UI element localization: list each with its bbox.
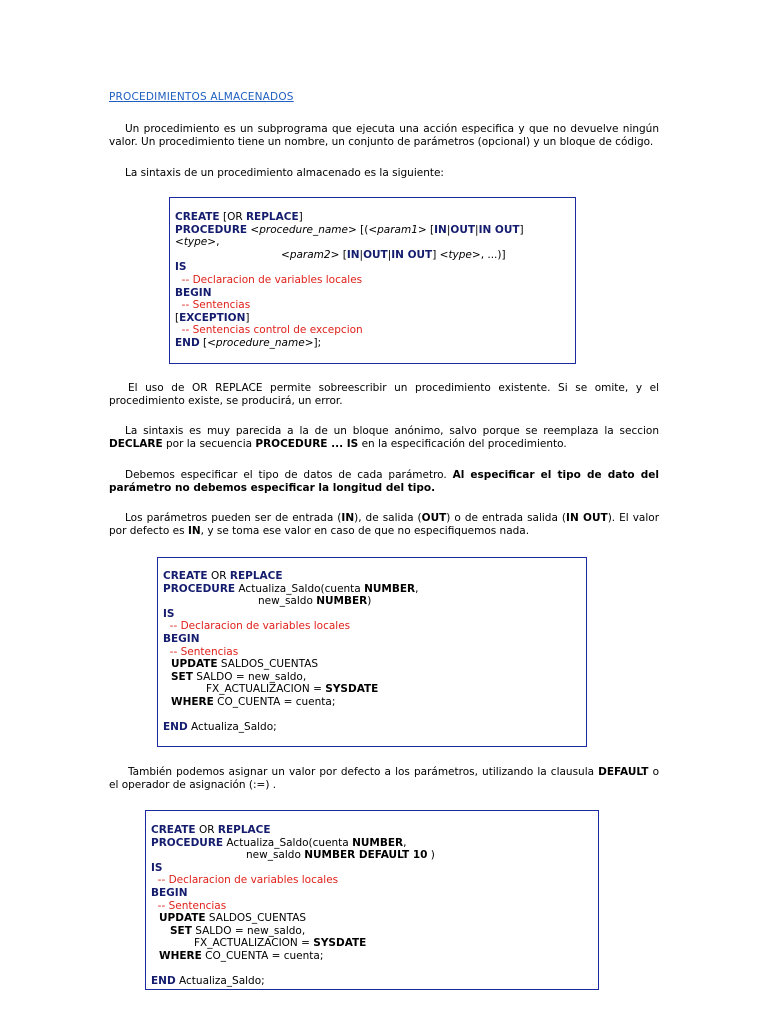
code-keyword: WHERE: [159, 949, 202, 962]
code-text: <: [247, 223, 260, 236]
intro-paragraph: [109, 123, 659, 149]
code-keyword: UPDATE: [159, 912, 206, 925]
text-bold: PROCEDURE ... IS: [255, 438, 359, 450]
code-keyword: SYSDATE: [313, 937, 367, 950]
code-keyword: CREATE: [151, 824, 196, 836]
example-code-block: [157, 557, 587, 747]
code-keyword: PROCEDURE: [175, 223, 248, 236]
code-text: Actualiza_Saldo(cuenta: [223, 836, 353, 849]
text-run: en la especificación del procedimiento.: [358, 438, 567, 450]
datatype-paragraph: [109, 469, 659, 495]
code-keyword: PROCEDURE: [163, 582, 236, 595]
code-keyword: SYSDATE: [325, 683, 379, 696]
code-text: [: [175, 311, 180, 324]
code-blank-line: [151, 963, 435, 976]
text-run: ). El valor por defecto es: [109, 512, 660, 537]
code-line: [151, 925, 435, 938]
code-keyword: IS: [163, 607, 175, 620]
code-text: FX_ACTUALIZACION =: [194, 937, 314, 950]
code-text: SALDO = new_saldo,: [191, 924, 306, 937]
code-blank-line: [163, 709, 418, 722]
code-text: SALDOS_CUENTAS: [217, 658, 319, 671]
text-bold: IN OUT: [566, 512, 608, 524]
code-text: >,: [207, 236, 220, 249]
code-keyword: CREATE: [163, 570, 208, 582]
text-bold: DEFAULT: [598, 766, 649, 778]
code-line: [163, 696, 418, 709]
code-text: |: [446, 223, 451, 236]
text-bold: Al especificar el tipo de dato del parámetro no debemos especificar la longitud del tipo.: [109, 469, 660, 494]
code-text: <: [281, 248, 290, 261]
code-keyword: CREATE: [175, 211, 220, 223]
syntax-intro-paragraph: [109, 167, 659, 180]
code-placeholder: procedure_name: [215, 336, 305, 349]
or-replace-text: El uso de OR REPLACE permite sobreescribir un procedimiento existente. Si se omite, y el procedimiento existe, se producirá, un error.: [109, 382, 659, 407]
code-text: Actualiza_Saldo;: [187, 721, 277, 734]
code-text: ]: [245, 311, 250, 324]
code-line: [163, 658, 418, 671]
code-text: [: [219, 211, 228, 223]
params-paragraph: [109, 512, 659, 538]
code-keyword: BEGIN: [175, 286, 212, 299]
code-text: OR: [227, 211, 243, 223]
code-text: |: [475, 223, 479, 236]
text-run: por la secuencia: [162, 438, 256, 450]
code-line: [151, 912, 435, 925]
code-keyword: IS: [175, 261, 187, 274]
code-text: > [: [330, 248, 347, 261]
default-text: [109, 766, 659, 792]
code-line: [163, 671, 418, 684]
code-type: NUMBER: [364, 582, 416, 595]
code-text: SALDOS_CUENTAS: [205, 912, 307, 925]
code-keyword: OUT: [450, 223, 476, 236]
intro-text: Un procedimiento es un subprograma que ejecuta una acción especifica y que no devuelve ningún valor. Un procedimiento tiene un nombre, un conjunto de parámetros (opcional) y un bloque de código.: [109, 123, 659, 148]
code-keyword: END: [151, 975, 176, 988]
code-text: ] <: [432, 248, 449, 261]
text-run: Los parámetros pueden ser de entrada (: [125, 512, 342, 524]
code-type: NUMBER: [316, 595, 368, 608]
code-keyword: REPLACE: [229, 570, 283, 582]
default-code-block: [145, 810, 599, 990]
text-run: ), de salida (: [354, 512, 422, 524]
code-text: new_saldo: [246, 849, 305, 862]
code-text: [<: [199, 336, 216, 349]
params-text: [109, 512, 659, 538]
text-run: , y se toma ese valor en caso de que no especifiquemos nada.: [200, 525, 530, 537]
code-placeholder: param2: [289, 248, 331, 261]
code-placeholder: procedure_name: [259, 223, 348, 236]
code-keyword: UPDATE: [171, 658, 218, 671]
code-text: |: [359, 248, 364, 261]
code-keyword: END: [163, 721, 188, 734]
code-comment: -- Sentencias control de excepcion: [175, 324, 363, 337]
syntax-intro-text: La sintaxis de un procedimiento almacenado es la siguiente:: [125, 167, 444, 179]
code-keyword: SET: [170, 924, 192, 937]
text-run: La sintaxis es muy parecida a la de un bloque anónimo, salvo porque se reemplaza la seccion: [125, 425, 659, 437]
code-text: > [(<: [348, 223, 378, 236]
text-bold: OUT: [421, 512, 447, 524]
text-run: Debemos especificar el tipo de datos de cada parámetro.: [125, 469, 453, 481]
code-text: ]: [519, 223, 524, 236]
code-line: [175, 337, 524, 350]
code-line: [151, 975, 435, 988]
text-run: o el operador de asignación (:=) .: [109, 766, 659, 791]
code-keyword: REPLACE: [217, 824, 271, 836]
code-keyword: BEGIN: [163, 632, 200, 645]
code-text: CO_CUENTA = cuenta;: [213, 695, 336, 708]
code-text: <: [175, 236, 184, 249]
declare-paragraph: [109, 425, 659, 451]
code-line: [151, 849, 435, 862]
code-keyword: OUT: [363, 248, 388, 261]
code-text: new_saldo: [258, 595, 317, 608]
code-line: [163, 721, 418, 734]
code-keyword: END: [175, 336, 200, 349]
code-type: NUMBER: [352, 836, 404, 849]
code-comment: -- Sentencias: [163, 645, 239, 658]
code-keyword: EXCEPTION: [179, 311, 246, 324]
code-line: [151, 837, 435, 850]
code-text: FX_ACTUALIZACION =: [206, 683, 326, 696]
code-text: OR: [195, 824, 218, 836]
code-keyword: IN OUT: [478, 223, 520, 236]
code-line: [151, 824, 435, 837]
code-line: [151, 937, 435, 950]
code-line: [163, 683, 418, 696]
code-keyword: BEGIN: [151, 886, 188, 899]
code-text: > [: [417, 223, 435, 236]
code-text: ,: [403, 836, 407, 849]
code-text: ): [427, 849, 435, 862]
code-text: CO_CUENTA = cuenta;: [201, 949, 324, 962]
code-text: ,: [415, 582, 419, 595]
code-text: >];: [304, 336, 322, 349]
code-type: NUMBER DEFAULT 10: [304, 849, 428, 862]
code-text: ): [367, 595, 372, 608]
code-line: [175, 249, 524, 262]
code-line: [151, 950, 435, 963]
code-keyword: PROCEDURE: [151, 836, 224, 849]
syntax-code-block: [169, 197, 576, 364]
text-run: ) o de entrada salida (: [446, 512, 567, 524]
code-line: [175, 312, 524, 325]
text-bold: IN: [187, 525, 201, 537]
declare-text: [109, 425, 659, 451]
code-line: [163, 583, 418, 596]
code-comment: -- Sentencias: [151, 899, 227, 912]
text-run: También podemos asignar un valor por defecto a los parámetros, utilizando la clausula: [128, 766, 599, 778]
datatype-text: [109, 469, 659, 495]
code-comment: -- Declaracion de variables locales: [175, 273, 363, 286]
text-bold: DECLARE: [109, 438, 163, 450]
code-keyword: SET: [171, 670, 193, 683]
text-bold: IN: [341, 512, 355, 524]
code-text: >, ...)]: [471, 248, 506, 261]
code-text: SALDO = new_saldo,: [192, 670, 307, 683]
code-placeholder: type: [448, 248, 472, 261]
code-line: [163, 595, 418, 608]
or-replace-paragraph: [109, 382, 659, 408]
code-text: ]: [298, 211, 303, 223]
code-keyword: IS: [151, 861, 163, 874]
code-placeholder: type: [183, 236, 208, 249]
code-keyword: REPLACE: [245, 211, 299, 223]
code-text: Actualiza_Saldo;: [175, 975, 265, 988]
code-keyword: WHERE: [171, 695, 214, 708]
page-title[interactable]: PROCEDIMIENTOS ALMACENADOS: [109, 91, 294, 103]
code-text: Actualiza_Saldo(cuenta: [235, 582, 365, 595]
code-text: OR: [207, 570, 230, 582]
code-line: [175, 211, 524, 224]
default-paragraph: [109, 766, 659, 792]
code-placeholder: param1: [377, 223, 418, 236]
code-line: [175, 236, 524, 249]
code-keyword: IN OUT: [391, 248, 433, 261]
code-comment: -- Declaracion de variables locales: [163, 620, 351, 633]
code-comment: -- Sentencias: [175, 299, 251, 312]
code-line: [175, 224, 524, 237]
code-keyword: IN: [346, 248, 360, 261]
code-comment: -- Declaracion de variables locales: [151, 874, 339, 887]
code-keyword: IN: [434, 223, 447, 236]
code-line: [163, 570, 418, 583]
code-text: |: [387, 248, 392, 261]
